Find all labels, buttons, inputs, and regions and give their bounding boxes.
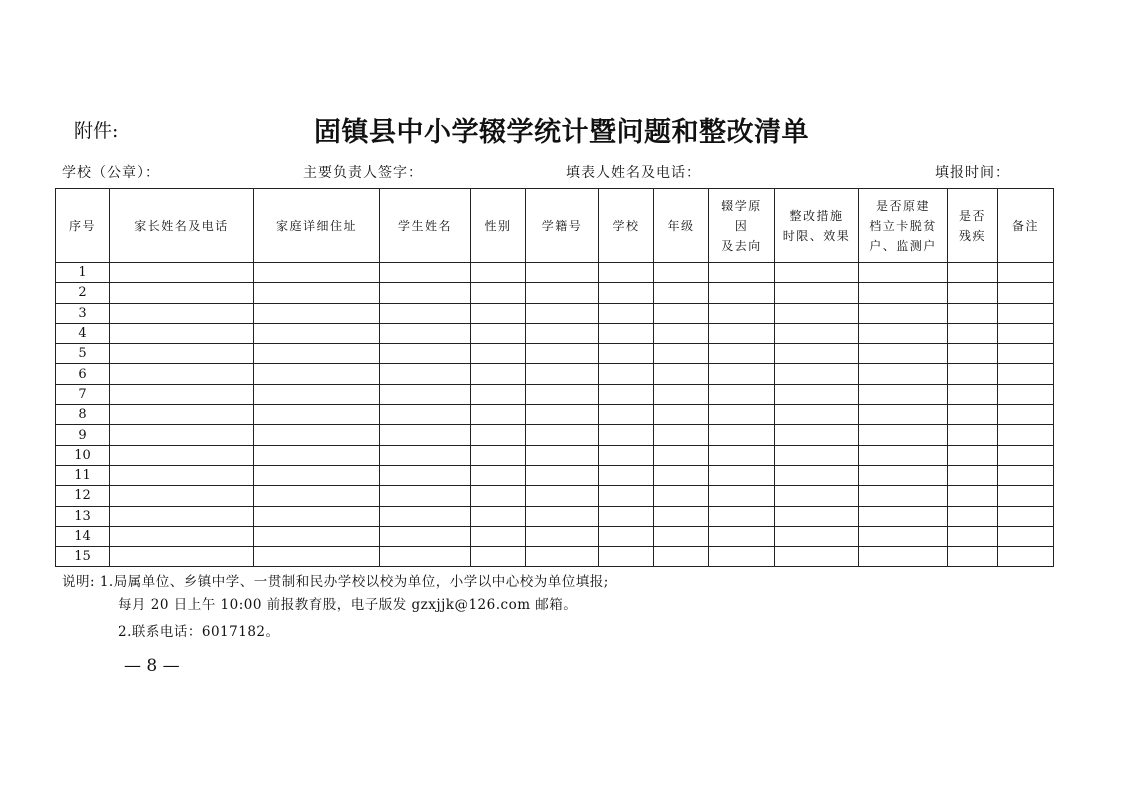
table-cell: [998, 445, 1054, 465]
table-cell: [599, 445, 654, 465]
column-header-line: 学生姓名: [397, 218, 452, 233]
preparer-contact-label: 填表人姓名及电话：: [566, 165, 701, 181]
attachment-label: 附件:: [74, 120, 119, 142]
table-cell: [709, 283, 775, 303]
table-cell: [526, 283, 599, 303]
column-header: [380, 189, 471, 263]
table-cell: [775, 465, 859, 485]
column-header-line: 时限、效果: [782, 228, 851, 243]
table-cell: [471, 405, 526, 425]
table-cell: [599, 465, 654, 485]
table-cell: [526, 323, 599, 343]
table-cell: [599, 283, 654, 303]
column-header: [254, 189, 380, 263]
column-header: [998, 189, 1054, 263]
table-cell: [998, 465, 1054, 485]
table-cell: [859, 445, 948, 465]
table-cell: [471, 445, 526, 465]
table-cell: [709, 384, 775, 404]
row-number: 14: [56, 526, 110, 546]
table-cell: [110, 547, 254, 567]
column-header: [56, 189, 110, 263]
table-cell: [599, 344, 654, 364]
table-cell: [471, 547, 526, 567]
table-cell: [599, 486, 654, 506]
table-cell: [859, 486, 948, 506]
table-cell: [599, 506, 654, 526]
column-header-line: 年级: [667, 218, 695, 233]
row-number: 9: [56, 425, 110, 445]
table-row: [56, 323, 1054, 343]
table-cell: [110, 465, 254, 485]
table-cell: [998, 526, 1054, 546]
table-cell: [526, 465, 599, 485]
table-cell: [110, 506, 254, 526]
table-cell: [599, 364, 654, 384]
table-cell: [775, 303, 859, 323]
column-header-line: 户、监测户: [869, 238, 937, 253]
table-cell: [380, 445, 471, 465]
table-cell: [110, 263, 254, 283]
table-cell: [254, 344, 380, 364]
table-header-row: [56, 189, 1054, 263]
table-cell: [254, 263, 380, 283]
table-cell: [110, 526, 254, 546]
table-cell: [709, 405, 775, 425]
table-cell: [599, 405, 654, 425]
dropout-table: [55, 188, 1054, 567]
table-cell: [380, 283, 471, 303]
table-cell: [654, 283, 709, 303]
notes-section: [62, 571, 609, 644]
table-cell: [998, 344, 1054, 364]
table-cell: [380, 263, 471, 283]
row-number: 6: [56, 364, 110, 384]
table-cell: [859, 323, 948, 343]
table-cell: [859, 526, 948, 546]
table-cell: [998, 263, 1054, 283]
table-cell: [471, 303, 526, 323]
page-title: 固镇县中小学辍学统计暨问题和整改清单: [314, 117, 809, 148]
column-header-line: 是否原建: [875, 198, 930, 213]
row-number: 3: [56, 303, 110, 323]
column-header: [709, 189, 775, 263]
table-row: [56, 465, 1054, 485]
table-cell: [859, 506, 948, 526]
column-header-line: 是否: [958, 208, 986, 223]
row-number: 7: [56, 384, 110, 404]
table-cell: [859, 425, 948, 445]
table-cell: [380, 303, 471, 323]
table-cell: [654, 303, 709, 323]
table-cell: [654, 425, 709, 445]
table-cell: [471, 384, 526, 404]
row-number: 1: [56, 263, 110, 283]
table-cell: [709, 344, 775, 364]
table-cell: [654, 486, 709, 506]
table-row: [56, 425, 1054, 445]
note-line-2: 每月 20 日上午 10:00 前报教育股，电子版发 gzxjjk@126.com 邮箱。: [118, 597, 578, 613]
table-cell: [948, 506, 998, 526]
table-cell: [599, 526, 654, 546]
table-cell: [998, 283, 1054, 303]
table-cell: [110, 486, 254, 506]
table-cell: [380, 506, 471, 526]
table-cell: [654, 405, 709, 425]
table-row: [56, 445, 1054, 465]
table-cell: [859, 547, 948, 567]
table-cell: [380, 364, 471, 384]
table-cell: [380, 486, 471, 506]
table-cell: [998, 486, 1054, 506]
table-cell: [471, 263, 526, 283]
table-cell: [471, 425, 526, 445]
table-cell: [471, 486, 526, 506]
page-number: — 8 —: [124, 656, 180, 676]
row-number: 12: [56, 486, 110, 506]
table-cell: [380, 425, 471, 445]
table-cell: [709, 465, 775, 485]
table-cell: [599, 263, 654, 283]
table-cell: [254, 384, 380, 404]
column-header: [110, 189, 254, 263]
table-cell: [998, 384, 1054, 404]
table-cell: [775, 425, 859, 445]
table-cell: [948, 303, 998, 323]
table-cell: [380, 323, 471, 343]
table-cell: [110, 425, 254, 445]
table-cell: [775, 506, 859, 526]
table-cell: [948, 323, 998, 343]
table-cell: [859, 283, 948, 303]
table-cell: [254, 465, 380, 485]
table-cell: [948, 445, 998, 465]
table-row: [56, 303, 1054, 323]
column-header-line: 因: [734, 218, 749, 233]
table-cell: [859, 384, 948, 404]
column-header: [526, 189, 599, 263]
table-cell: [775, 384, 859, 404]
table-cell: [526, 364, 599, 384]
table-cell: [471, 323, 526, 343]
table-cell: [254, 303, 380, 323]
table-cell: [471, 364, 526, 384]
table-cell: [471, 506, 526, 526]
table-cell: [471, 526, 526, 546]
table-cell: [709, 323, 775, 343]
table-cell: [526, 344, 599, 364]
table-cell: [599, 323, 654, 343]
column-header-line: 家长姓名及电话: [134, 218, 229, 233]
column-header-line: 性别: [484, 218, 512, 233]
table-cell: [709, 425, 775, 445]
column-header-line: 家庭详细住址: [275, 218, 357, 233]
table-cell: [709, 364, 775, 384]
table-cell: [654, 384, 709, 404]
column-header: [948, 189, 998, 263]
table-cell: [859, 263, 948, 283]
table-row: [56, 547, 1054, 567]
row-number: 15: [56, 547, 110, 567]
table-cell: [526, 506, 599, 526]
table-cell: [380, 384, 471, 404]
table-cell: [998, 364, 1054, 384]
row-number: 8: [56, 405, 110, 425]
table-cell: [709, 506, 775, 526]
table-cell: [254, 283, 380, 303]
table-cell: [654, 526, 709, 546]
table-cell: [775, 344, 859, 364]
fill-time-label: 填报时间：: [935, 165, 1010, 181]
table-cell: [948, 344, 998, 364]
table-cell: [709, 263, 775, 283]
table-cell: [654, 344, 709, 364]
column-header: [471, 189, 526, 263]
table-cell: [110, 344, 254, 364]
table-cell: [526, 486, 599, 506]
table-row: [56, 263, 1054, 283]
table-cell: [654, 323, 709, 343]
table-cell: [526, 263, 599, 283]
table-cell: [599, 384, 654, 404]
table-cell: [471, 283, 526, 303]
table-cell: [110, 303, 254, 323]
row-number: 4: [56, 323, 110, 343]
table-cell: [654, 547, 709, 567]
school-seal-label: 学校（公章）：: [62, 165, 160, 181]
row-number: 13: [56, 506, 110, 526]
table-cell: [254, 323, 380, 343]
column-header-line: 残疾: [958, 228, 986, 243]
column-header-line: 档立卡脱贫: [869, 218, 937, 233]
table-row: [56, 526, 1054, 546]
table-cell: [654, 263, 709, 283]
table-cell: [775, 526, 859, 546]
table-cell: [654, 465, 709, 485]
table-cell: [380, 405, 471, 425]
column-header: [654, 189, 709, 263]
table-cell: [526, 303, 599, 323]
table-cell: [110, 283, 254, 303]
column-header-line: 辍学原: [721, 198, 762, 213]
note-line-1: 说明: 1.局属单位、乡镇中学、一贯制和民办学校以校为单位，小学以中心校为单位填报;: [62, 574, 609, 590]
table-cell: [380, 547, 471, 567]
table-cell: [709, 547, 775, 567]
table-cell: [998, 506, 1054, 526]
table-cell: [110, 445, 254, 465]
table-cell: [654, 506, 709, 526]
column-header: [599, 189, 654, 263]
column-header: [859, 189, 948, 263]
table-row: [56, 405, 1054, 425]
table-cell: [526, 445, 599, 465]
table-cell: [380, 465, 471, 485]
table-cell: [948, 384, 998, 404]
column-header: [775, 189, 859, 263]
row-number: 2: [56, 283, 110, 303]
table-cell: [859, 465, 948, 485]
table-cell: [254, 486, 380, 506]
column-header-line: 学籍号: [541, 218, 583, 233]
column-header-line: 序号: [68, 218, 96, 233]
table-cell: [948, 405, 998, 425]
table-cell: [948, 486, 998, 506]
table-cell: [654, 445, 709, 465]
table-cell: [254, 506, 380, 526]
table-cell: [380, 526, 471, 546]
table-cell: [948, 547, 998, 567]
table-row: [56, 486, 1054, 506]
table-cell: [948, 425, 998, 445]
table-cell: [998, 425, 1054, 445]
table-cell: [380, 344, 471, 364]
table-cell: [859, 303, 948, 323]
table-cell: [654, 364, 709, 384]
table-cell: [775, 263, 859, 283]
table-cell: [948, 465, 998, 485]
table-row: [56, 506, 1054, 526]
table-cell: [948, 263, 998, 283]
table-cell: [998, 547, 1054, 567]
table-cell: [859, 405, 948, 425]
table-cell: [775, 405, 859, 425]
note-line-3: 2.联系电话：6017182。: [118, 624, 280, 640]
table-cell: [254, 526, 380, 546]
row-number: 5: [56, 344, 110, 364]
table-cell: [471, 465, 526, 485]
table-cell: [526, 405, 599, 425]
column-header-line: 整改措施: [789, 208, 844, 223]
table-cell: [526, 425, 599, 445]
table-cell: [775, 445, 859, 465]
table-cell: [775, 486, 859, 506]
table-row: [56, 364, 1054, 384]
table-cell: [709, 303, 775, 323]
table-cell: [254, 364, 380, 384]
table-row: [56, 384, 1054, 404]
table-cell: [110, 364, 254, 384]
table-cell: [709, 445, 775, 465]
table-cell: [110, 384, 254, 404]
table-cell: [599, 425, 654, 445]
table-cell: [948, 526, 998, 546]
table-cell: [998, 405, 1054, 425]
column-header-line: 学校: [612, 218, 640, 233]
table-cell: [859, 344, 948, 364]
table-cell: [775, 547, 859, 567]
table-cell: [526, 547, 599, 567]
table-cell: [526, 526, 599, 546]
table-cell: [775, 283, 859, 303]
table-cell: [254, 445, 380, 465]
column-header-line: 及去向: [721, 238, 762, 253]
table-cell: [948, 364, 998, 384]
row-number: 10: [56, 445, 110, 465]
table-row: [56, 283, 1054, 303]
table-cell: [599, 547, 654, 567]
table-cell: [254, 547, 380, 567]
table-cell: [998, 303, 1054, 323]
table-cell: [709, 526, 775, 546]
table-cell: [110, 323, 254, 343]
table-cell: [110, 405, 254, 425]
table-cell: [948, 283, 998, 303]
column-header-line: 备注: [1011, 218, 1039, 233]
table-cell: [775, 323, 859, 343]
table-cell: [599, 303, 654, 323]
principal-signature-label: 主要负责人签字：: [303, 165, 423, 181]
table-cell: [254, 405, 380, 425]
table-cell: [254, 425, 380, 445]
table-cell: [471, 344, 526, 364]
table-row: [56, 344, 1054, 364]
table-cell: [998, 323, 1054, 343]
table-cell: [709, 486, 775, 506]
table-cell: [775, 364, 859, 384]
table-cell: [859, 364, 948, 384]
row-number: 11: [56, 465, 110, 485]
table-cell: [526, 384, 599, 404]
